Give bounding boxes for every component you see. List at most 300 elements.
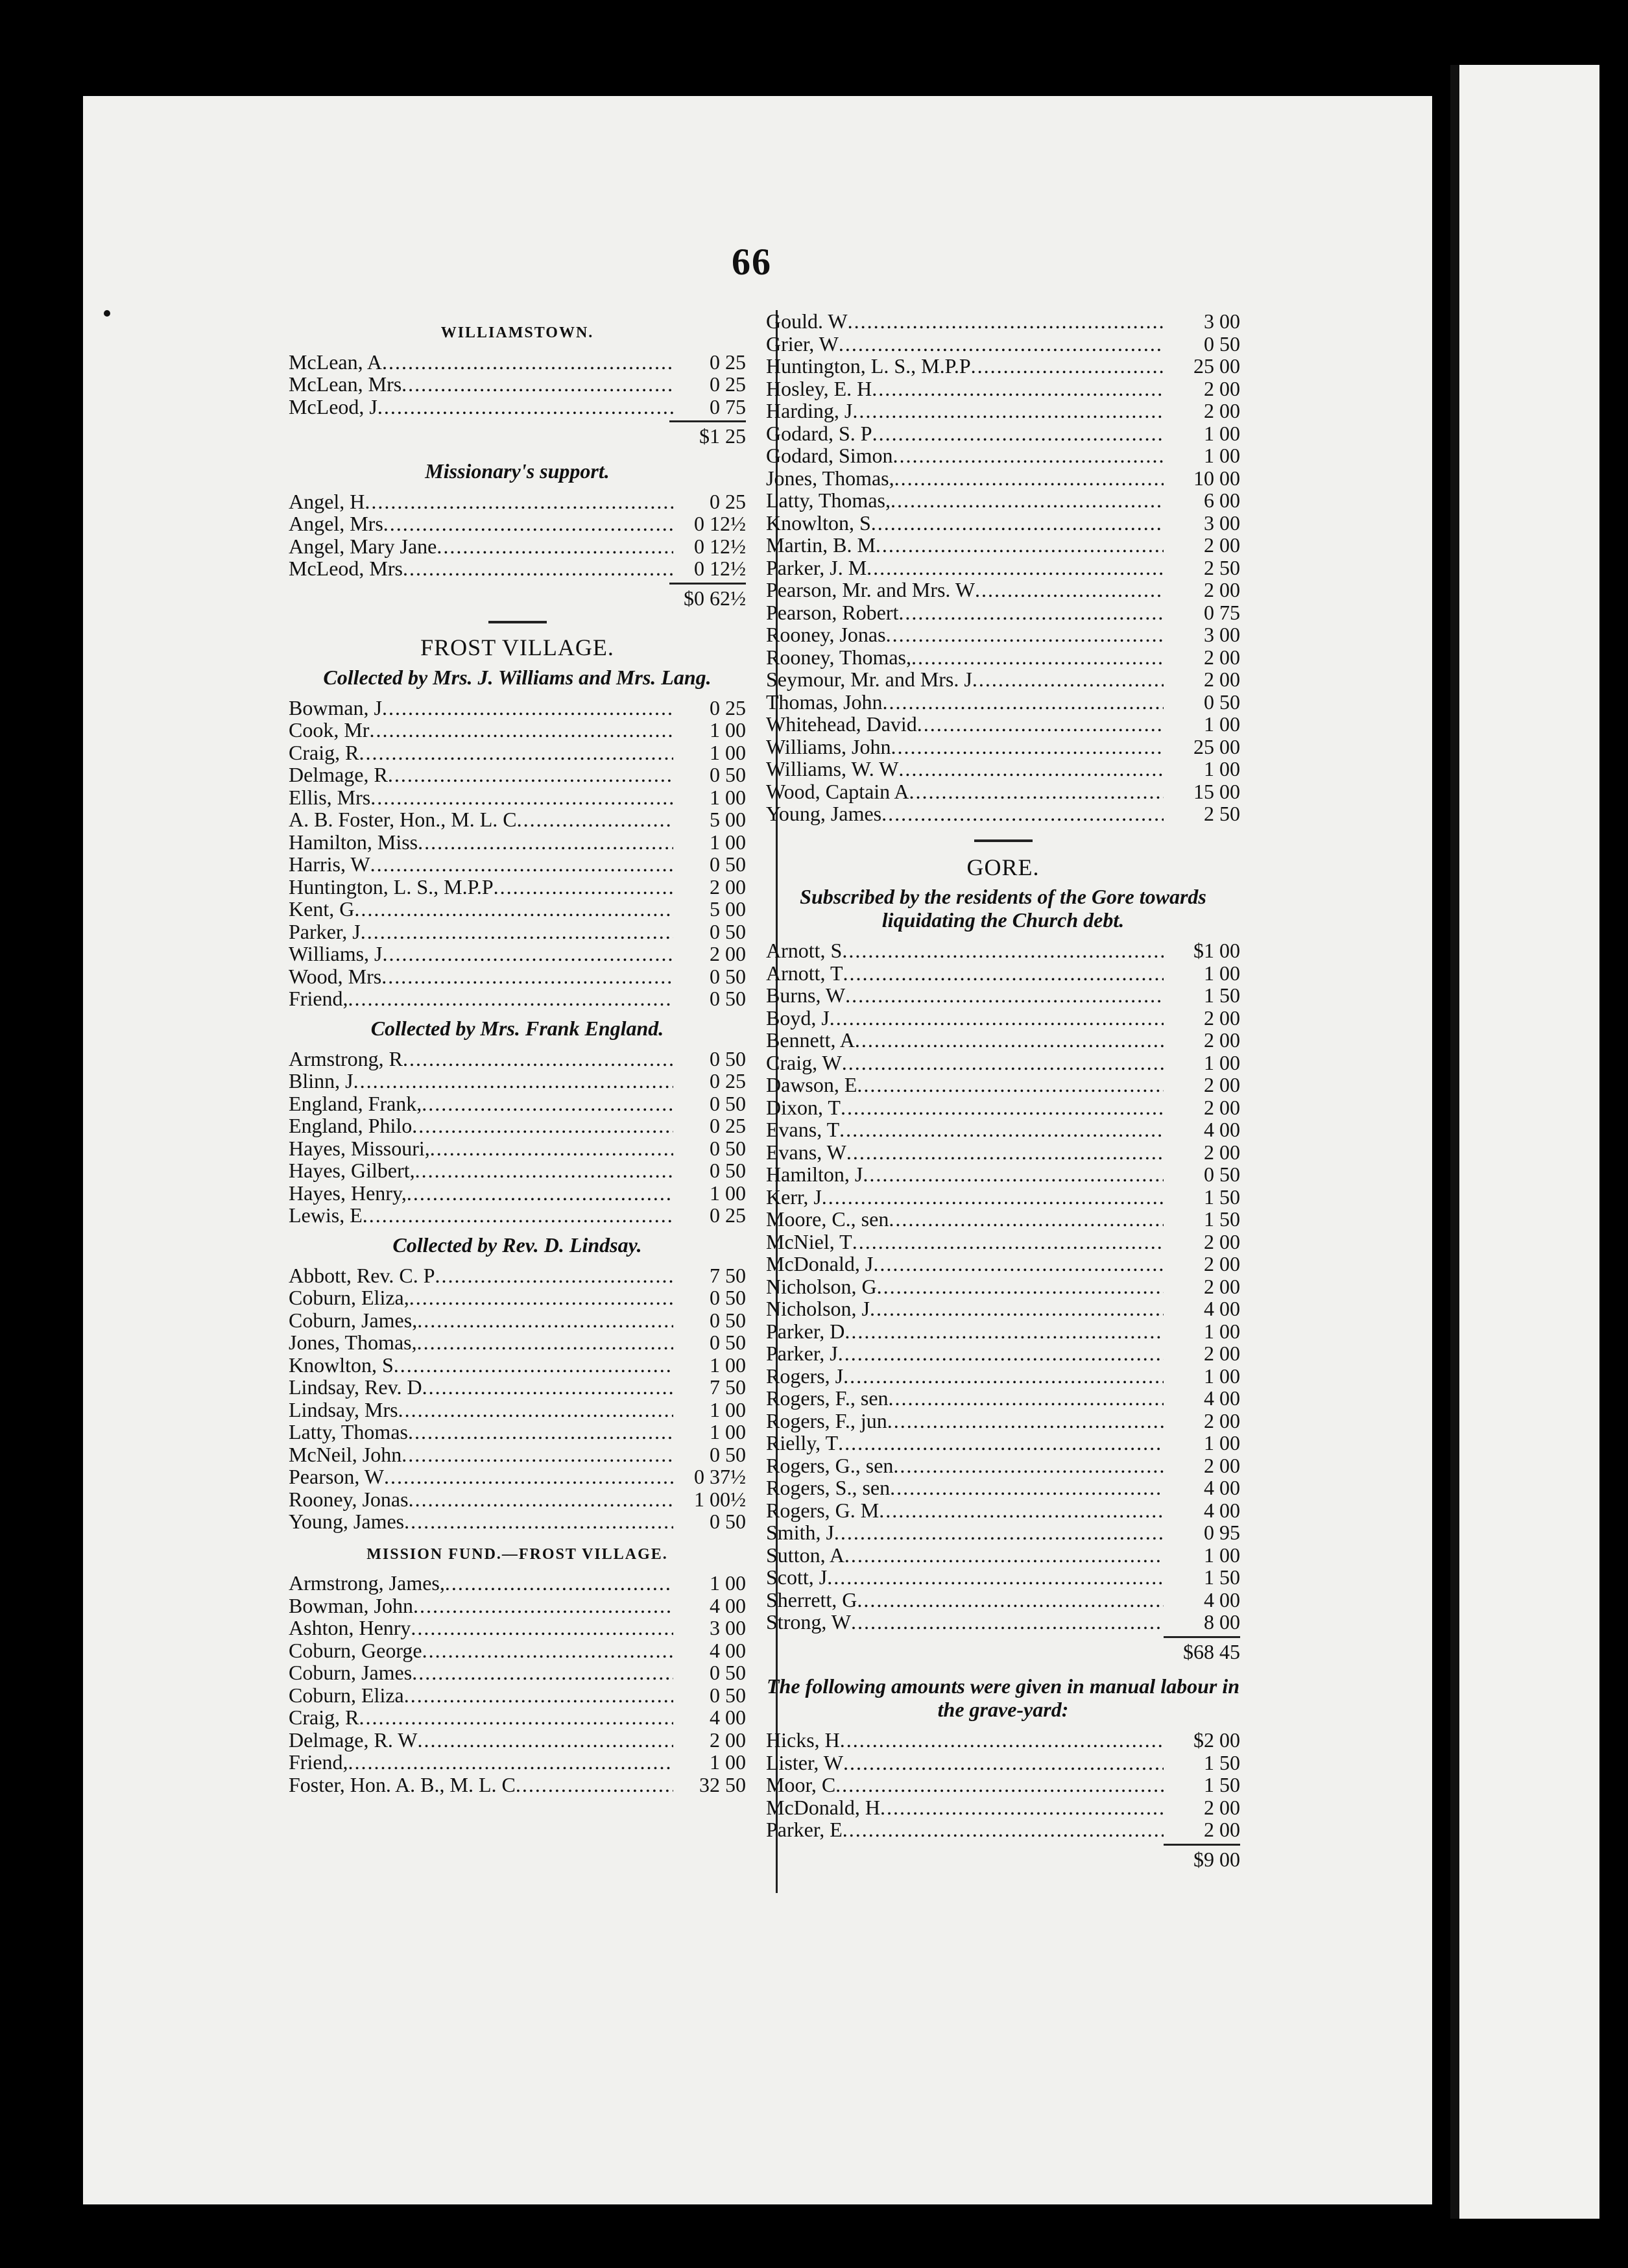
list-item: [289, 808, 746, 831]
amount: 2 00: [1204, 1252, 1240, 1275]
list-item: [289, 965, 746, 988]
amount: 0 25: [710, 350, 746, 374]
list-manual-labour: [766, 1729, 1240, 1841]
dot-leader: [411, 1617, 673, 1639]
list-item: [766, 1818, 1240, 1841]
list-item: [766, 1611, 1240, 1634]
list-item: [766, 1186, 1240, 1209]
dot-leader: [382, 351, 673, 374]
dot-leader: [830, 1007, 1164, 1030]
contributor-name: Rogers, G., sen: [766, 1453, 894, 1477]
contributor-name: Williams, W. W: [766, 757, 899, 780]
dot-leader: [873, 1253, 1164, 1275]
dot-leader: [887, 1410, 1164, 1432]
contributor-name: Rogers, F., sen: [766, 1386, 889, 1410]
dot-leader: [354, 898, 673, 921]
list-item: [289, 1421, 746, 1443]
dot-leader: [404, 1510, 673, 1533]
section-rule: [488, 621, 547, 623]
amount: 0 50: [710, 919, 746, 943]
contributor-name: Pearson, Robert: [766, 600, 899, 624]
amount: 0 50: [710, 1046, 746, 1070]
list-item: [766, 1096, 1240, 1119]
amount: 0 50: [710, 1136, 746, 1160]
dot-leader: [377, 396, 673, 418]
contributor-name: Parker, E: [766, 1818, 843, 1841]
dot-leader: [363, 1204, 673, 1227]
list-item: [289, 921, 746, 943]
dot-leader: [880, 1796, 1164, 1819]
list-item: [289, 557, 746, 580]
contributor-name: Armstrong, James,: [289, 1571, 445, 1595]
contributor-name: Arnott, S: [766, 939, 843, 962]
amount: 0 95: [1204, 1521, 1240, 1544]
contributor-name: Burns, W: [766, 983, 846, 1007]
amount: 1 50: [1204, 1750, 1240, 1774]
contributor-name: Hamilton, Miss: [289, 830, 418, 854]
list-item: [766, 646, 1240, 669]
amount: 0 50: [710, 763, 746, 786]
dot-leader: [394, 1354, 673, 1377]
list-frost-village: [289, 697, 746, 1010]
contributor-name: Craig, R: [289, 740, 359, 764]
amount: 4 00: [1204, 1498, 1240, 1522]
dot-leader: [843, 1752, 1164, 1774]
dot-leader: [840, 1729, 1164, 1752]
dot-leader: [827, 1566, 1164, 1589]
contributor-name: Sherrett, G: [766, 1587, 857, 1611]
contributor-name: Foster, Hon. A. B., M. L. C: [289, 1772, 516, 1796]
amount: 0 75: [710, 394, 746, 418]
contributor-name: Godard, S. P: [766, 421, 872, 445]
list-item: [289, 1751, 746, 1774]
list-item: [766, 939, 1240, 962]
list-item: [289, 490, 746, 513]
amount: 7 50: [710, 1375, 746, 1399]
list-item: [766, 668, 1240, 691]
list-item: [289, 1488, 746, 1511]
dot-leader: [838, 1342, 1164, 1365]
list-item: [289, 1070, 746, 1092]
contributor-name: Harding, J: [766, 399, 853, 422]
contributor-name: Parker, J. M: [766, 555, 867, 579]
list-item: [766, 1387, 1240, 1410]
contributor-name: Wood, Mrs: [289, 964, 382, 988]
amount: 0 12½: [694, 557, 746, 580]
amount: 2 00: [1204, 1229, 1240, 1253]
dot-leader: [894, 467, 1164, 490]
amount: 1 00: [1204, 421, 1240, 445]
amount: 4 00: [1204, 1476, 1240, 1499]
dot-leader: [872, 378, 1164, 400]
dot-leader: [445, 1572, 673, 1595]
dot-leader: [846, 1141, 1164, 1164]
contributor-name: Knowlton, S: [766, 511, 871, 535]
list-item: [289, 853, 746, 876]
contributor-name: Bowman, John: [289, 1593, 413, 1617]
list-item: [289, 373, 746, 396]
amount: 2 00: [1204, 1140, 1240, 1164]
contributor-name: Nicholson, J: [766, 1297, 870, 1320]
contributor-name: Delmage, R: [289, 763, 388, 786]
amount: 0 50: [1204, 332, 1240, 356]
section-heading-williamstown: WILLIAMSTOWN.: [440, 324, 594, 341]
amount: 0 50: [710, 1159, 746, 1182]
amount: 32 50: [699, 1772, 746, 1796]
contributor-name: Martin, B. M: [766, 533, 876, 557]
amount: 0 25: [710, 695, 746, 719]
list-item: [289, 943, 746, 965]
dot-leader: [370, 853, 673, 876]
subheading-england: Collected by Mrs. Frank England.: [370, 1016, 664, 1040]
dot-leader: [844, 1544, 1164, 1567]
amount: 6 00: [1204, 489, 1240, 512]
amount: 2 50: [1204, 555, 1240, 579]
dot-leader: [382, 943, 673, 965]
dot-leader: [898, 601, 1164, 624]
amount: 1 00: [1204, 1364, 1240, 1388]
dot-leader: [404, 1684, 673, 1707]
list-item: [289, 1115, 746, 1137]
dot-leader: [843, 962, 1164, 985]
contributor-name: McLean, A: [289, 350, 382, 374]
contributor-name: Angel, Mary Jane: [289, 534, 437, 558]
list-item: [289, 719, 746, 742]
subheading-lindsay: Collected by Rev. D. Lindsay.: [392, 1233, 642, 1257]
dot-leader: [857, 1074, 1164, 1096]
dot-leader: [413, 1595, 673, 1617]
list-item: [766, 1589, 1240, 1611]
list-item: [766, 512, 1240, 535]
list-item: [766, 1774, 1240, 1796]
amount: 0 50: [710, 964, 746, 988]
amount: 8 00: [1204, 1610, 1240, 1634]
dot-leader: [417, 1331, 673, 1354]
section-heading-gore: GORE.: [966, 854, 1040, 880]
list-item: [289, 1661, 746, 1684]
contributor-name: Dawson, E: [766, 1073, 857, 1096]
contributor-name: Hayes, Henry,: [289, 1181, 407, 1205]
amount: 2 00: [1204, 399, 1240, 422]
dot-leader: [845, 984, 1164, 1007]
contributor-name: Pearson, Mr. and Mrs. W: [766, 578, 976, 601]
contributor-name: Parker, J: [289, 919, 361, 943]
amount: 3 00: [1204, 309, 1240, 333]
list-item: [766, 378, 1240, 400]
contributor-name: Nicholson, G: [766, 1274, 877, 1298]
dot-leader: [843, 1365, 1164, 1388]
list-item: [289, 1639, 746, 1662]
list-item: [289, 535, 746, 558]
amount: 0 50: [710, 1331, 746, 1354]
dot-leader: [418, 831, 673, 854]
contributor-name: Abbott, Rev. C. P: [289, 1263, 435, 1287]
dot-leader: [382, 697, 673, 719]
dot-leader: [348, 1751, 673, 1774]
list-item: [766, 1499, 1240, 1522]
amount: 3 00: [710, 1616, 746, 1639]
page-number: 66: [732, 241, 772, 283]
amount: 2 00: [1204, 668, 1240, 691]
dot-leader: [851, 1611, 1164, 1634]
amount: 0 50: [710, 987, 746, 1010]
amount: 25 00: [1193, 354, 1240, 378]
contributor-name: Evans, W: [766, 1140, 846, 1164]
dot-leader: [415, 1159, 673, 1182]
list-item: [766, 534, 1240, 557]
dot-leader: [975, 579, 1164, 601]
list-item: [766, 780, 1240, 803]
list-item: [766, 1566, 1240, 1589]
list-item: [289, 987, 746, 1010]
subheading-gore: Subscribed by the residents of the Gore towards liquidating the Church debt.: [800, 885, 1206, 932]
contributor-name: Parker, D: [766, 1319, 845, 1343]
list-item: [766, 1275, 1240, 1298]
dot-leader: [822, 1186, 1164, 1209]
contributor-name: Huntington, L. S., M.P.P: [766, 354, 971, 378]
list-england: [289, 1048, 746, 1227]
list-item: [766, 1253, 1240, 1275]
contributor-name: Jones, Thomas,: [766, 466, 894, 490]
contributor-name: Latty, Thomas: [289, 1420, 408, 1443]
amount: 3 00: [1204, 511, 1240, 535]
list-item: [766, 736, 1240, 758]
contributor-name: Jones, Thomas,: [289, 1331, 417, 1354]
contributor-name: Godard, Simon: [766, 444, 893, 467]
amount: 10 00: [1193, 466, 1240, 490]
contributor-name: Rogers, G. M: [766, 1498, 880, 1522]
amount: 4 00: [710, 1638, 746, 1662]
list-item: [289, 898, 746, 921]
list-item: [766, 1410, 1240, 1432]
contributor-name: Rogers, S., sen: [766, 1476, 891, 1499]
dot-leader: [437, 535, 673, 558]
dot-leader: [370, 786, 673, 809]
contributor-name: Rooney, Thomas,: [766, 645, 911, 669]
amount: 4 00: [710, 1593, 746, 1617]
amount: 1 00: [1204, 712, 1240, 736]
contributor-name: Angel, H: [289, 489, 365, 513]
amount: 5 00: [710, 808, 746, 831]
dot-leader: [889, 1387, 1164, 1410]
adjacent-page-edge: [1450, 65, 1599, 2219]
contributor-name: Hayes, Missouri,: [289, 1136, 430, 1160]
contributor-name: Sutton, A: [766, 1543, 844, 1567]
list-item: [766, 1752, 1240, 1774]
list-item: [766, 1118, 1240, 1141]
dot-leader: [422, 1639, 673, 1662]
dot-leader: [403, 1048, 673, 1070]
list-item: [766, 1521, 1240, 1544]
list-item: [289, 1286, 746, 1309]
amount: 1 50: [1204, 1185, 1240, 1209]
amount: 0 25: [710, 1203, 746, 1227]
dot-leader: [517, 808, 673, 831]
contributor-name: Wood, Captain A: [766, 779, 909, 803]
amount: 0 25: [710, 1114, 746, 1137]
contributor-name: Coburn, George: [289, 1638, 422, 1662]
amount: 2 00: [1204, 1095, 1240, 1119]
dot-leader: [409, 1286, 673, 1309]
list-item: [289, 1048, 746, 1070]
amount: 4 00: [1204, 1118, 1240, 1141]
list-item: [289, 1204, 746, 1227]
dot-leader: [879, 1499, 1164, 1522]
contributor-name: Rooney, Jonas: [289, 1487, 409, 1511]
dot-leader: [417, 1309, 673, 1332]
contributor-name: Latty, Thomas,: [766, 489, 891, 512]
amount: 1 50: [1204, 1565, 1240, 1589]
dot-leader: [398, 1399, 673, 1421]
contributor-name: Lindsay, Mrs: [289, 1397, 398, 1421]
amount: 1 00: [1204, 757, 1240, 780]
amount: 2 00: [1204, 1274, 1240, 1298]
contributor-name: Armstrong, R: [289, 1046, 403, 1070]
list-item: [289, 1706, 746, 1729]
amount: 1 00: [710, 1571, 746, 1595]
dot-leader: [842, 939, 1164, 962]
dot-leader: [353, 1070, 673, 1092]
section-rule: [974, 839, 1033, 842]
amount: 0 12½: [694, 534, 746, 558]
list-item: [289, 351, 746, 374]
section-heading-mission-fund: MISSION FUND.—FROST VILLAGE.: [366, 1545, 668, 1563]
amount: 2 00: [1204, 1453, 1240, 1477]
amount: 2 00: [710, 1728, 746, 1752]
contributor-name: McNeil, John: [289, 1442, 402, 1466]
contributor-name: Young, James: [766, 802, 882, 825]
amount: 4 00: [710, 1706, 746, 1729]
total-manual-labour: $9 00: [766, 1844, 1240, 1871]
dot-leader: [852, 400, 1164, 422]
list-item: [766, 1320, 1240, 1343]
dot-leader: [401, 373, 673, 396]
contributor-name: Williams, John: [766, 734, 891, 758]
list-item: [766, 489, 1240, 512]
dot-leader: [881, 802, 1164, 825]
contributor-name: Kent, G: [289, 897, 355, 921]
list-item: [289, 1443, 746, 1466]
amount: 2 00: [1204, 533, 1240, 557]
amount: 4 00: [1204, 1297, 1240, 1320]
dot-leader: [867, 557, 1164, 579]
dot-leader: [843, 1818, 1164, 1841]
dot-leader: [384, 1466, 673, 1488]
contributor-name: Kerr, J: [766, 1185, 822, 1209]
list-item: [766, 444, 1240, 467]
dot-leader: [516, 1774, 673, 1796]
list-item: [289, 697, 746, 719]
contributor-name: A. B. Foster, Hon., M. L. C: [289, 808, 517, 831]
amount: 1 00: [710, 1420, 746, 1443]
section-heading-frost-village: FROST VILLAGE.: [420, 634, 614, 660]
list-item: [766, 1231, 1240, 1253]
list-item: [766, 758, 1240, 780]
dot-leader: [383, 513, 673, 535]
amount: 2 00: [1204, 1818, 1240, 1841]
dot-leader: [435, 1264, 674, 1287]
contributor-name: McDonald, H: [766, 1795, 880, 1819]
contributor-name: Angel, Mrs: [289, 512, 383, 535]
amount: 1 00: [710, 1750, 746, 1774]
amount: 1 00: [710, 1397, 746, 1421]
amount: 2 00: [1204, 376, 1240, 400]
amount: 0 25: [710, 372, 746, 396]
amount: 0 50: [710, 1661, 746, 1684]
contributor-name: Hamilton, J: [766, 1163, 863, 1186]
dot-leader: [401, 1443, 673, 1466]
list-item: [766, 1007, 1240, 1030]
dot-leader: [872, 422, 1164, 445]
dot-leader: [834, 1521, 1164, 1544]
dot-leader: [883, 691, 1164, 714]
list-item: [289, 1774, 746, 1796]
dot-leader: [972, 668, 1164, 691]
list-item: [766, 601, 1240, 624]
list-item: [766, 1544, 1240, 1567]
contributor-name: Evans, T: [766, 1118, 840, 1141]
amount: 2 50: [1204, 802, 1240, 825]
amount: 0 50: [710, 1286, 746, 1309]
amount: 1 00: [1204, 444, 1240, 467]
list-item: [289, 1466, 746, 1488]
contributor-name: Blinn, J: [289, 1069, 353, 1092]
amount: 0 50: [1204, 1163, 1240, 1186]
amount: 7 50: [710, 1263, 746, 1287]
total-williamstown: $1 25: [289, 420, 746, 448]
list-item: [289, 1092, 746, 1115]
list-item: [289, 764, 746, 786]
list-mission-fund: [289, 1572, 746, 1796]
list-item: [766, 422, 1240, 445]
amount: 1 00: [710, 718, 746, 742]
list-item: [289, 1354, 746, 1377]
dot-leader: [891, 736, 1164, 758]
list-item: [289, 513, 746, 535]
list-item: [289, 1595, 746, 1617]
list-continued: [766, 310, 1240, 825]
contributor-name: Bennett, A: [766, 1028, 855, 1052]
contributor-name: Craig, R: [289, 1706, 359, 1729]
left-column: [289, 319, 746, 1796]
list-item: [289, 1376, 746, 1399]
dot-leader: [422, 1092, 673, 1115]
contributor-name: Seymour, Mr. and Mrs. J: [766, 668, 972, 691]
subheading-manual-labour: The following amounts were given in manual labour in the grave-yard:: [766, 1674, 1240, 1721]
list-item: [289, 1399, 746, 1421]
dot-leader: [407, 1182, 673, 1205]
list-item: [766, 1074, 1240, 1096]
contributor-name: Rooney, Jonas: [766, 623, 886, 646]
contributor-name: Friend,: [289, 1750, 348, 1774]
contributor-name: Harris, W: [289, 852, 370, 876]
contributor-name: Coburn, Eliza: [289, 1683, 404, 1707]
amount: 0 50: [710, 1308, 746, 1332]
list-item: [766, 579, 1240, 601]
dot-leader: [844, 1320, 1164, 1343]
dot-leader: [852, 1231, 1164, 1253]
dot-leader: [835, 1774, 1164, 1796]
list-item: [766, 962, 1240, 985]
list-item: [766, 1208, 1240, 1231]
list-item: [766, 623, 1240, 646]
list-item: [289, 1510, 746, 1533]
dot-leader: [911, 646, 1164, 669]
list-item: [289, 1572, 746, 1595]
dot-leader: [877, 1275, 1164, 1298]
list-item: [766, 1432, 1240, 1454]
dot-leader: [891, 489, 1164, 512]
